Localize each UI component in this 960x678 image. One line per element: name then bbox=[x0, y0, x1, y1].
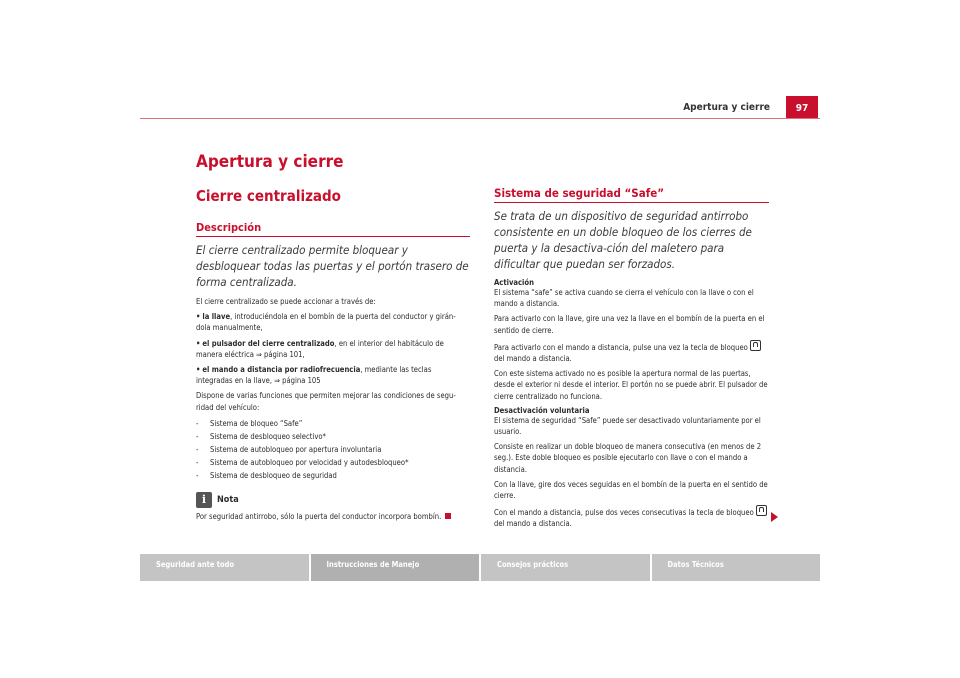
footer-nav bbox=[140, 554, 820, 581]
note-text: Por seguridad antirrobo, sólo la puerta del conductor incorpora bombín. bbox=[196, 511, 442, 521]
bullet-item bbox=[196, 364, 470, 386]
running-header-title: Apertura y cierre bbox=[683, 102, 770, 113]
tab-consejos[interactable]: Consejos prácticos bbox=[481, 554, 650, 581]
list-item: - Sistema de autobloqueo por velocidad y autodesbloqueo* bbox=[196, 456, 470, 469]
bullet-bold: el pulsador del cierre centralizado bbox=[202, 338, 335, 348]
note-text-block bbox=[196, 511, 470, 522]
paragraph-text: Con el mando a distancia, pulse dos veces consecutivas la tecla de bloqueo bbox=[494, 508, 754, 518]
right-column bbox=[494, 186, 769, 534]
info-note-icon: i bbox=[196, 492, 212, 508]
tab-seguridad[interactable]: Seguridad ante todo bbox=[140, 554, 309, 581]
note-label: Nota bbox=[217, 494, 239, 505]
subsection-title-safe: Sistema de seguridad “Safe” bbox=[494, 186, 769, 203]
paragraph bbox=[494, 340, 769, 364]
section-title: Cierre centralizado bbox=[196, 187, 341, 205]
paragraph: El sistema de seguridad “Safe” puede ser desactivado voluntariamente por el usuario. bbox=[494, 415, 761, 437]
paragraph bbox=[494, 505, 769, 529]
paragraph: Para activarlo con la llave, gire una vez la llave en el bombín de la puerta en el sentido de cierre. bbox=[494, 314, 765, 335]
bullet-dot-icon: • bbox=[196, 338, 201, 348]
list-item: - Sistema de desbloqueo selectivo* bbox=[196, 430, 470, 443]
paragraph: El sistema “safe” se activa cuando se cierra el vehículo con la llave o con el mando a distancia. bbox=[494, 288, 754, 309]
paragraph-text: del mando a distancia. bbox=[494, 519, 572, 529]
bullet-text: , mediante las teclas integradas en la llave, ⇒ página 105 bbox=[196, 365, 432, 386]
paragraph: Con la llave, gire dos veces seguidas en el bombín de la puerta en el sentido de cierre. bbox=[494, 479, 768, 501]
paragraph-text: del mando a distancia. bbox=[494, 354, 572, 364]
section-end-icon bbox=[445, 513, 451, 519]
bullet-text: , introduciéndola en el bombín de la puerta del conductor y girán-dola manualmente, bbox=[196, 312, 456, 333]
activation-heading: Activación bbox=[494, 278, 534, 287]
page-number: 97 bbox=[786, 96, 818, 118]
tab-instrucciones[interactable]: Instrucciones de Manejo bbox=[311, 554, 480, 581]
tab-datos[interactable]: Datos Técnicos bbox=[652, 554, 821, 581]
bullet-dot-icon: • bbox=[196, 365, 201, 375]
continue-arrow-icon bbox=[771, 512, 778, 522]
functions-list bbox=[196, 417, 470, 482]
bullet-item bbox=[196, 311, 470, 333]
header-rule bbox=[140, 118, 820, 119]
list-item: - Sistema de autobloqueo por apertura involuntaria bbox=[196, 443, 470, 456]
chapter-title: Apertura y cierre bbox=[196, 152, 344, 172]
list-item: - Sistema de bloqueo “Safe” bbox=[196, 417, 470, 430]
lead-text: El cierre centralizado se puede accionar a través de: bbox=[196, 297, 376, 306]
bullet-text: , en el interior del habitáculo de manera eléctrica ⇒ página 101, bbox=[196, 338, 444, 359]
paragraph: Consiste en realizar un doble bloqueo de manera consecutiva (en menos de 2 seg.). Este doble bloqueo es posible ejecutarlo con llave o con el mando a distancia. bbox=[494, 442, 762, 474]
paragraph-text: Para activarlo con el mando a distancia, pulse una vez la tecla de bloqueo bbox=[494, 342, 748, 352]
intro-text: El cierre centralizado permite bloquear y desbloquear todas las puertas y el portón trasero de forma centralizada. bbox=[196, 243, 469, 289]
intro-text: Se trata de un dispositivo de seguridad antirrobo consistente en un doble bloqueo de los cierres de puerta y la desactiva-ción del maletero para dificultar que puedan ser forzados. bbox=[494, 209, 752, 271]
bullet-bold: la llave bbox=[202, 312, 231, 322]
bullet-bold: el mando a distancia por radiofrecuencia bbox=[202, 365, 361, 375]
lock-key-icon bbox=[756, 505, 767, 516]
bullet-item bbox=[196, 338, 470, 360]
deactivation-heading: Desactivación voluntaria bbox=[494, 405, 590, 415]
left-column bbox=[196, 221, 470, 526]
functions-intro: Dispone de varias funciones que permiten mejorar las condiciones de segu-ridad del vehículo: bbox=[196, 391, 456, 412]
note-header bbox=[196, 492, 470, 508]
bullet-dot-icon: • bbox=[196, 312, 201, 322]
subsection-title-descripcion: Descripción bbox=[196, 221, 470, 237]
paragraph: Con este sistema activado no es posible la apertura normal de las puertas, desde el exterior ni desde el interior. El portón no se puede abrir. El pulsador de cierre centralizado no funciona. bbox=[494, 369, 768, 401]
lock-key-icon bbox=[750, 340, 761, 351]
list-item: - Sistema de desbloqueo de seguridad bbox=[196, 469, 470, 482]
